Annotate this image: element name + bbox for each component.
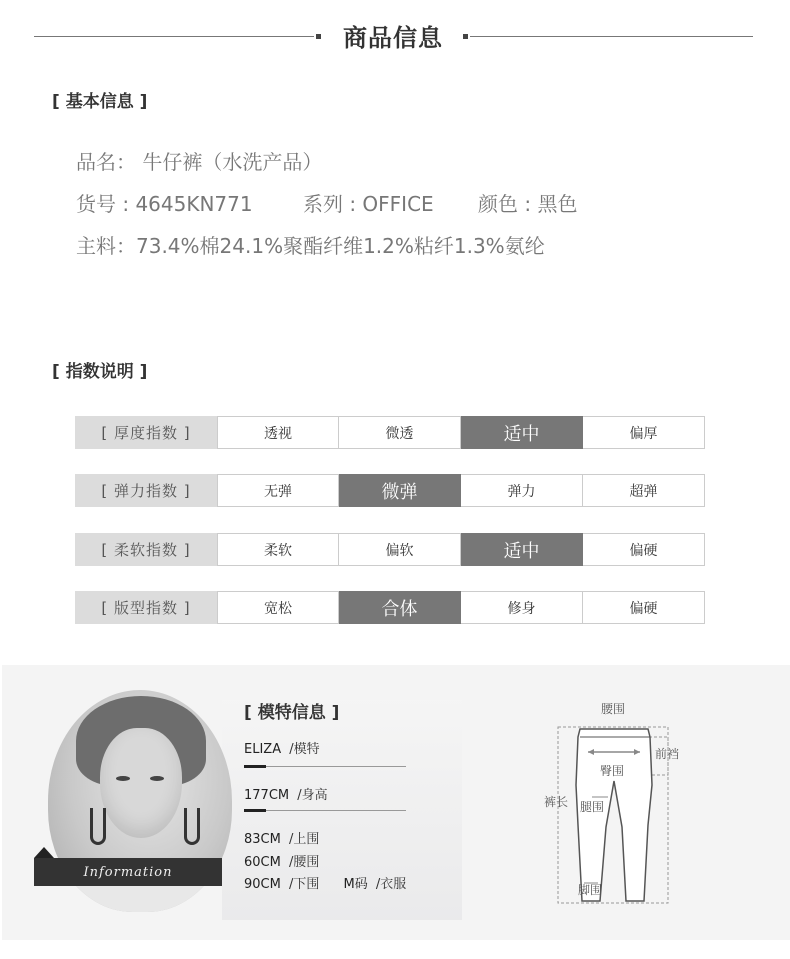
- label-hem: 脚围: [578, 883, 603, 897]
- product-sku: 货号 : 4645KN771: [76, 192, 253, 216]
- model-bust-value: 83CM: [244, 832, 281, 847]
- model-hip-value: 90CM: [244, 877, 281, 892]
- model-height-unit: /身高: [297, 788, 328, 803]
- index-row-label: [ 厚度指数 ]: [75, 416, 217, 449]
- index-row-label: [ 弹力指数 ]: [75, 474, 217, 507]
- model-bust-unit: /上围: [288, 832, 320, 847]
- separator: [244, 810, 406, 811]
- index-row: [75, 474, 706, 507]
- model-hip-unit: /下围: [288, 877, 320, 892]
- model-size-value: M码: [343, 877, 368, 892]
- index-option: 宽松: [217, 591, 339, 624]
- model-info-title: [ 模特信息 ]: [244, 703, 340, 723]
- product-series: 系列 : OFFICE: [302, 192, 434, 216]
- model-waist-value: 60CM: [244, 855, 281, 870]
- model-height: [244, 784, 328, 803]
- index-option: 无弹: [217, 474, 339, 507]
- model-size-unit: /衣服: [375, 877, 407, 892]
- model-name-unit: /模特: [289, 742, 320, 757]
- index-row: [75, 533, 706, 566]
- header-rule-left: [34, 36, 314, 37]
- banner-corner: [34, 847, 54, 858]
- index-option: 修身: [461, 591, 583, 624]
- index-option: 偏软: [339, 533, 461, 566]
- index-option: 弹力: [461, 474, 583, 507]
- index-option-selected: 微弹: [339, 474, 461, 507]
- header-dot-right: [463, 34, 468, 39]
- index-option: 柔软: [217, 533, 339, 566]
- label-rise: 前裆: [655, 747, 680, 761]
- model-bust: [244, 828, 319, 847]
- index-row-label: [ 柔软指数 ]: [75, 533, 217, 566]
- index-option: 偏硬: [583, 591, 705, 624]
- index-option-selected: 合体: [339, 591, 461, 624]
- separator: [244, 766, 406, 767]
- model-waist-unit: /腰围: [288, 855, 320, 870]
- model-name: [244, 738, 320, 757]
- index-row-label: [ 版型指数 ]: [75, 591, 217, 624]
- model-waist: [244, 851, 319, 870]
- product-material: 主料：73.4%棉24.1%聚酯纤维1.2%粘纤1.3%氨纶: [76, 234, 545, 258]
- index-option: 微透: [339, 416, 461, 449]
- model-height-value: 177CM: [244, 788, 290, 803]
- product-meta: [76, 188, 577, 217]
- product-name: 品名： 牛仔裤（水洗产品）: [76, 150, 323, 174]
- index-option-selected: 适中: [461, 533, 583, 566]
- label-waist: 腰围: [601, 702, 626, 716]
- header-rule-right: [470, 36, 753, 37]
- index-option: 偏厚: [583, 416, 705, 449]
- label-hip: 臀围: [600, 764, 625, 778]
- index-row: [75, 416, 706, 449]
- basic-info-title: [ 基本信息 ]: [52, 92, 148, 112]
- index-option-selected: 适中: [461, 416, 583, 449]
- product-color: 颜色 : 黑色: [478, 192, 578, 216]
- index-option: 超弹: [583, 474, 705, 507]
- page-title: 商品信息: [343, 24, 443, 52]
- model-name-value: ELIZA: [244, 742, 282, 757]
- index-row: [75, 591, 706, 624]
- index-option: 偏硬: [583, 533, 705, 566]
- model-hip-size: [244, 873, 406, 892]
- information-banner: Information: [34, 858, 222, 886]
- label-length: 裤长: [544, 795, 569, 809]
- index-title: [ 指数说明 ]: [52, 362, 148, 382]
- label-thigh: 腿围: [580, 800, 605, 814]
- index-option: 透视: [217, 416, 339, 449]
